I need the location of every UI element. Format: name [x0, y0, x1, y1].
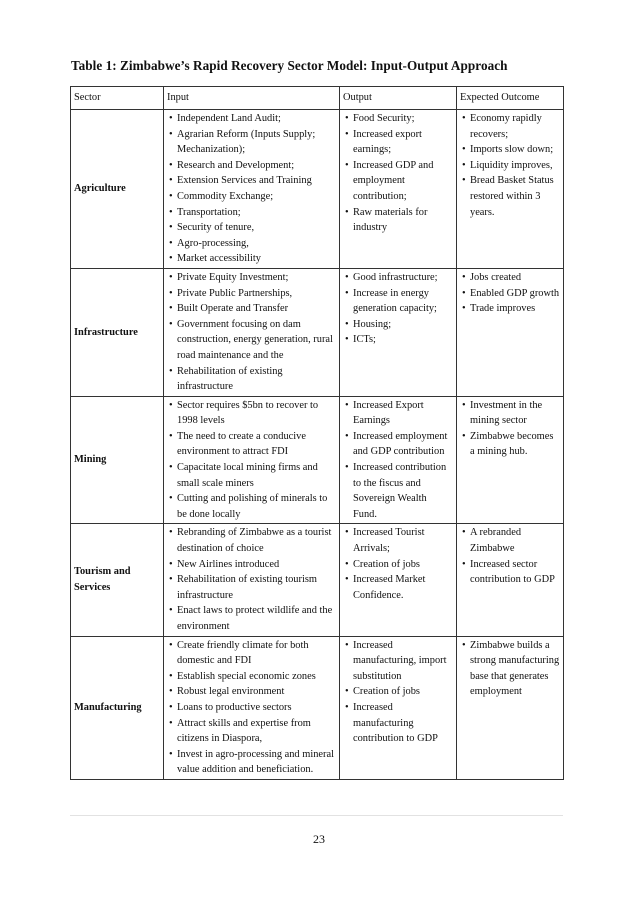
list-item: • Creation of jobs [343, 684, 453, 700]
input-cell [164, 636, 340, 779]
list-item: • Rehabilitation of existing infrastructure [167, 364, 336, 395]
table-header-row [71, 87, 564, 110]
output-list [343, 637, 453, 748]
list-item: • Robust legal environment [167, 684, 336, 700]
sector-name: Infrastructure [71, 268, 164, 396]
input-list [167, 110, 336, 268]
list-item: • Zimbabwe builds a strong manufacturing base that generates employment [460, 638, 560, 700]
list-item: • Increased Market Confidence. [343, 572, 453, 603]
list-item: • Investment in the mining sector [460, 398, 560, 429]
page-number: 23 [313, 832, 325, 846]
list-item: • Enabled GDP growth [460, 286, 560, 302]
list-item: • Enact laws to protect wildlife and the environment [167, 603, 336, 634]
list-item: • Food Security; [343, 111, 453, 127]
expected-outcome-cell [457, 268, 564, 396]
table-row [71, 268, 564, 396]
list-item: • Economy rapidly recovers; [460, 111, 560, 142]
header-sector: Sector [71, 87, 164, 110]
list-item: • Increased sector contribution to GDP [460, 557, 560, 588]
output-cell [340, 636, 457, 779]
input-list [167, 524, 336, 635]
table-row [71, 636, 564, 779]
list-item: • Jobs created [460, 270, 560, 286]
sector-name: Manufacturing [71, 636, 164, 779]
list-item: • Trade improves [460, 301, 560, 317]
output-cell [340, 268, 457, 396]
list-item: • Imports slow down; [460, 142, 560, 158]
list-item: • Agro-processing, [167, 236, 336, 252]
expected-outcome-cell [457, 636, 564, 779]
output-list [343, 110, 453, 237]
list-item: • Increased employment and GDP contribution [343, 429, 453, 460]
input-list [167, 269, 336, 396]
table-row [71, 524, 564, 636]
sector-model-table [70, 86, 564, 780]
output-cell [340, 524, 457, 636]
header-output: Output [340, 87, 457, 110]
header-input: Input [164, 87, 340, 110]
list-item: • Private Equity Investment; [167, 270, 336, 286]
table-row [71, 110, 564, 269]
list-item: • Zimbabwe becomes a mining hub. [460, 429, 560, 460]
output-cell [340, 110, 457, 269]
output-list [343, 524, 453, 604]
list-item: • Liquidity improves, [460, 158, 560, 174]
list-item: • Transportation; [167, 205, 336, 221]
list-item: • Rehabilitation of existing tourism infrastructure [167, 572, 336, 603]
list-item: • Bread Basket Status restored within 3 years. [460, 173, 560, 220]
list-item: • Agrarian Reform (Inputs Supply; Mechanization); [167, 127, 336, 158]
list-item: • Increased Tourist Arrivals; [343, 525, 453, 556]
list-item: • Private Public Partnerships, [167, 286, 336, 302]
outcome-list [460, 524, 560, 588]
list-item: • Attract skills and expertise from citizens in Diaspora, [167, 716, 336, 747]
list-item: • Increased manufacturing contribution to GDP [343, 700, 453, 747]
list-item: • Built Operate and Transfer [167, 301, 336, 317]
list-item: • Create friendly climate for both domestic and FDI [167, 638, 336, 669]
list-item: • Extension Services and Training [167, 173, 336, 189]
list-item: • ICTs; [343, 332, 453, 348]
input-cell [164, 110, 340, 269]
list-item: • Loans to productive sectors [167, 700, 336, 716]
list-item: • Independent Land Audit; [167, 111, 336, 127]
list-item: • Security of tenure, [167, 220, 336, 236]
expected-outcome-cell [457, 524, 564, 636]
input-cell [164, 268, 340, 396]
header-expected-outcome: Expected Outcome [457, 87, 564, 110]
list-item: • Market accessibility [167, 251, 336, 267]
outcome-list [460, 269, 560, 318]
list-item: • Cutting and polishing of minerals to be done locally [167, 491, 336, 522]
sector-name: Agriculture [71, 110, 164, 269]
table-row [71, 396, 564, 524]
list-item: • Increased GDP and employment contribution; [343, 158, 453, 205]
output-list [343, 397, 453, 524]
list-item: • Increase in energy generation capacity; [343, 286, 453, 317]
footer-divider [70, 815, 563, 816]
input-cell [164, 524, 340, 636]
output-list [343, 269, 453, 349]
input-list [167, 397, 336, 524]
outcome-list [460, 397, 560, 461]
expected-outcome-cell [457, 396, 564, 524]
outcome-list [460, 110, 560, 221]
outcome-list [460, 637, 560, 701]
input-cell [164, 396, 340, 524]
list-item: • The need to create a conducive environment to attract FDI [167, 429, 336, 460]
list-item: • Invest in agro-processing and mineral value addition and beneficiation. [167, 747, 336, 778]
list-item: • Increased Export Earnings [343, 398, 453, 429]
list-item: • Good infrastructure; [343, 270, 453, 286]
list-item: • A rebranded Zimbabwe [460, 525, 560, 556]
list-item: • Capacitate local mining firms and small scale miners [167, 460, 336, 491]
list-item: • Creation of jobs [343, 557, 453, 573]
list-item: • Government focusing on dam construction, energy generation, rural road maintenance and the [167, 317, 336, 364]
list-item: • Rebranding of Zimbabwe as a tourist destination of choice [167, 525, 336, 556]
expected-outcome-cell [457, 110, 564, 269]
list-item: • Increased export earnings; [343, 127, 453, 158]
list-item: • Commodity Exchange; [167, 189, 336, 205]
list-item: • Increased contribution to the fiscus and Sovereign Wealth Fund. [343, 460, 453, 522]
output-cell [340, 396, 457, 524]
list-item: • Raw materials for industry [343, 205, 453, 236]
list-item: • Sector requires $5bn to recover to 1998 levels [167, 398, 336, 429]
sector-name: Tourism and Services [71, 524, 164, 636]
table-title: Table 1: Zimbabwe’s Rapid Recovery Sector Model: Input-Output Approach [71, 58, 508, 73]
list-item: • Establish special economic zones [167, 669, 336, 685]
list-item: • Housing; [343, 317, 453, 333]
input-list [167, 637, 336, 779]
list-item: • Research and Development; [167, 158, 336, 174]
list-item: • New Airlines introduced [167, 557, 336, 573]
list-item: • Increased manufacturing, import substitution [343, 638, 453, 685]
sector-name: Mining [71, 396, 164, 524]
table-body [71, 110, 564, 780]
